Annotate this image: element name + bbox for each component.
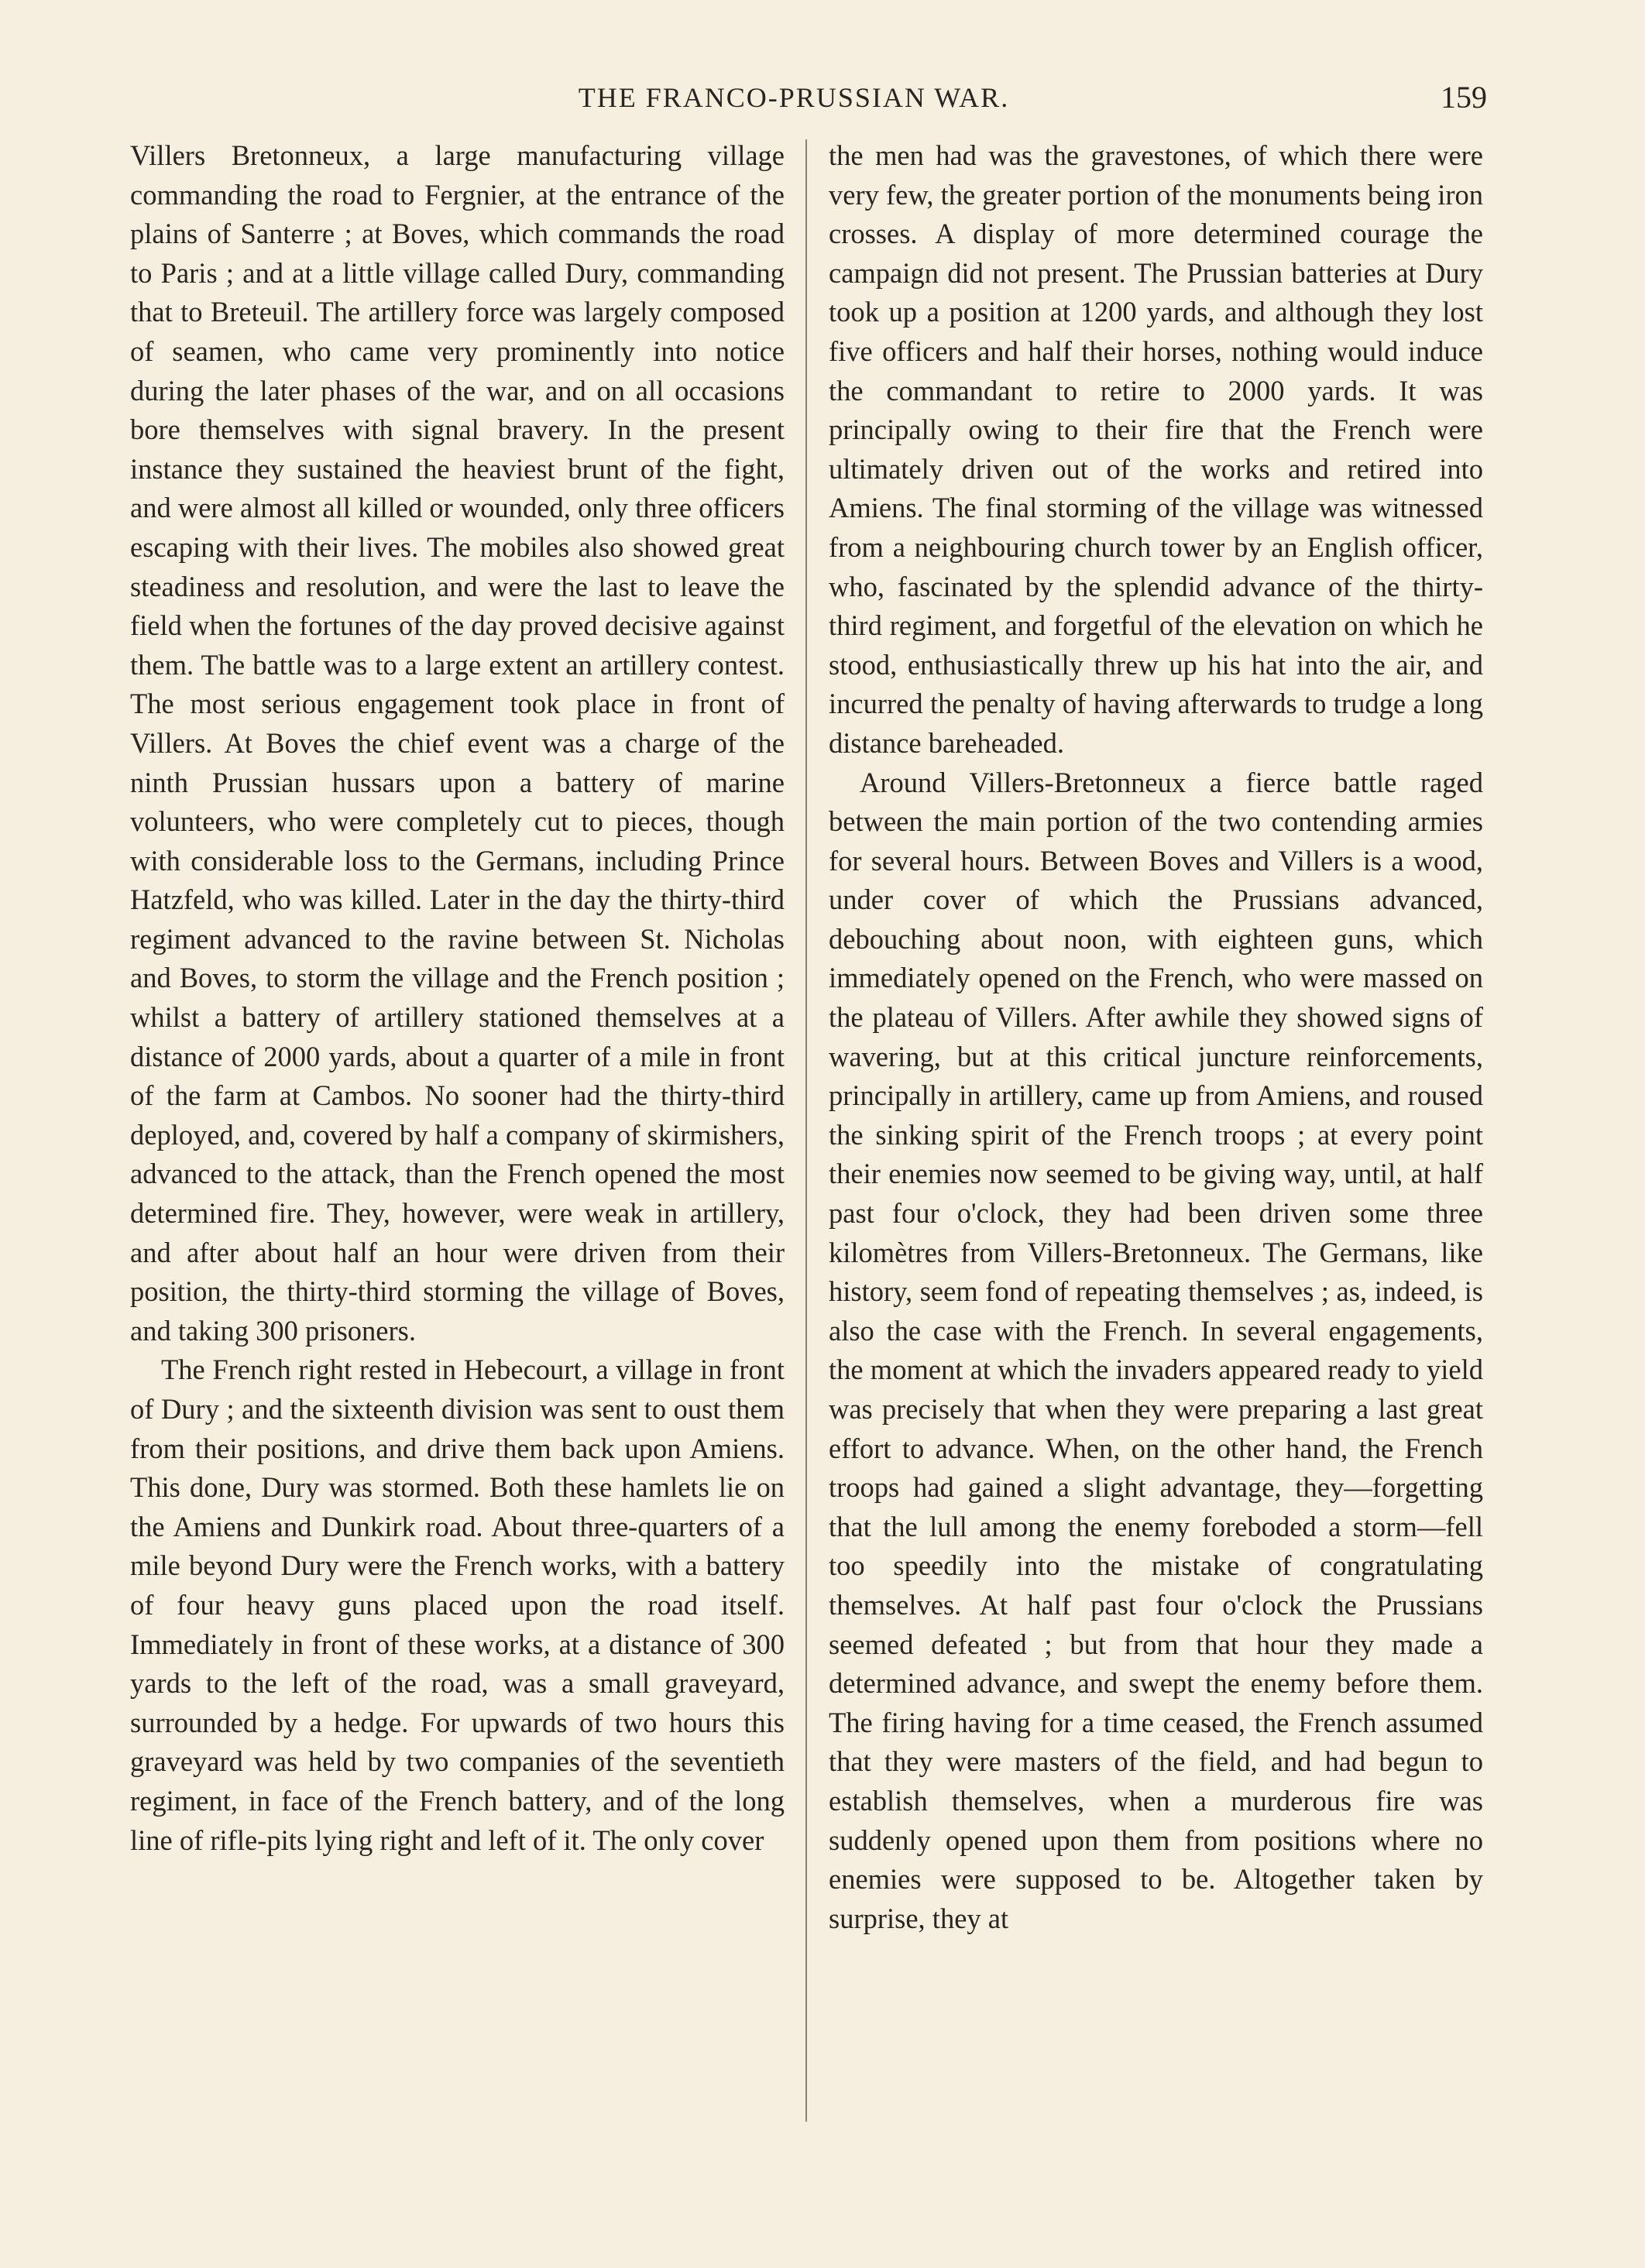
right-column: [829, 136, 1483, 1938]
right-paragraph-2: Around Villers-Bretonneux a fierce battle raged between the main portion of the two contending armies for several hours. Between Boves and Villers is a wood, under cover of which the Prussians advanced, debouching about noon, with eighteen guns, which immediately opened on the French, who were massed on the plateau of Villers. After awhile they showed signs of wavering, but at this critical juncture reinforcements, principally in artillery, came up from Amiens, and roused the sinking spirit of the French troops ; at every point their enemies now seemed to be giving way, until, at half past four o'clock, they had been driven some three kilomètres from Villers-Bretonneux. The Germans, like history, seem fond of repeating themselves ; as, indeed, is also the case with the French. In several engagements, the moment at which the invaders appeared ready to yield was precisely that when they were preparing a last great effort to advance. When, on the other hand, the French troops had gained a slight advantage, they—forgetting that the lull among the enemy foreboded a storm—fell too speedily into the mistake of congratulating themselves. At half past four o'clock the Prussians seemed defeated ; but from that hour they made a determined advance, and swept the enemy before them. The firing having for a time ceased, the French assumed that they were masters of the field, and had begun to establish themselves, when a murderous fire was suddenly opened upon them from positions where no enemies were supposed to be. Altogether taken by surprise, they at: [829, 766, 1483, 1934]
page-number: 159: [1441, 80, 1487, 115]
left-paragraph-1: Villers Bretonneux, a large manufacturing village commanding the road to Fergnier, at the entrance of the plains of Santerre ; at Boves, which commands the road to Paris ; and at a little village called Dury, commanding that to Breteuil. The artillery force was largely composed of seamen, who came very prominently into notice during the later phases of the war, and on all occasions bore themselves with signal bravery. In the present instance they sustained the heaviest brunt of the fight, and were almost all killed or wounded, only three officers escaping with their lives. The mobiles also showed great steadiness and resolution, and were the last to leave the field when the fortunes of the day proved decisive against them. The battle was to a large extent an artillery contest. The most serious engagement took place in front of Villers. At Boves the chief event was a charge of the ninth Prussian hussars upon a battery of marine volunteers, who were completely cut to pieces, though with considerable loss to the Germans, including Prince Hatzfeld, who was killed. Later in the day the thirty-third regiment advanced to the ravine between St. Nicholas and Boves, to storm the village and the French position ; whilst a battery of artillery stationed themselves at a distance of 2000 yards, about a quarter of a mile in front of the farm at Cambos. No sooner had the thirty-third deployed, and, covered by half a company of skirmishers, advanced to the attack, than the French opened the most determined fire. They, however, were weak in artillery, and after about half an hour were driven from their position, the thirty-third storming the village of Boves, and taking 300 prisoners.: [130, 139, 785, 1347]
left-column: [130, 136, 785, 1860]
right-paragraph-1: the men had was the gravestones, of which there were very few, the greater portion of the monuments being iron crosses. A display of more determined courage the campaign did not present. The Prussian batteries at Dury took up a position at 1200 yards, and although they lost five officers and half their horses, nothing would induce the commandant to retire to 2000 yards. It was principally owing to their fire that the French were ultimately driven out of the works and retired into Amiens. The final storming of the village was witnessed from a neighbouring church tower by an English officer, who, fascinated by the splendid advance of the thirty-third regiment, and forgetful of the elevation on which he stood, enthusiastically threw up his hat into the air, and incurred the penalty of having afterwards to trudge a long distance bareheaded.: [829, 139, 1483, 759]
page-header: [101, 74, 1487, 121]
column-divider: [805, 139, 807, 2122]
running-title: THE FRANCO-PRUSSIAN WAR.: [578, 82, 1010, 113]
left-paragraph-2: The French right rested in Hebecourt, a village in front of Dury ; and the sixteenth division was sent to oust them from their positions, and drive them back upon Amiens. This done, Dury was stormed. Both these hamlets lie on the Amiens and Dunkirk road. About three-quarters of a mile beyond Dury were the French works, with a battery of four heavy guns placed upon the road itself. Immediately in front of these works, at a distance of 300 yards to the left of the road, was a small graveyard, surrounded by a hedge. For upwards of two hours this graveyard was held by two companies of the seventieth regiment, in face of the French battery, and of the long line of rifle-pits lying right and left of it. The only cover: [130, 1354, 785, 1856]
